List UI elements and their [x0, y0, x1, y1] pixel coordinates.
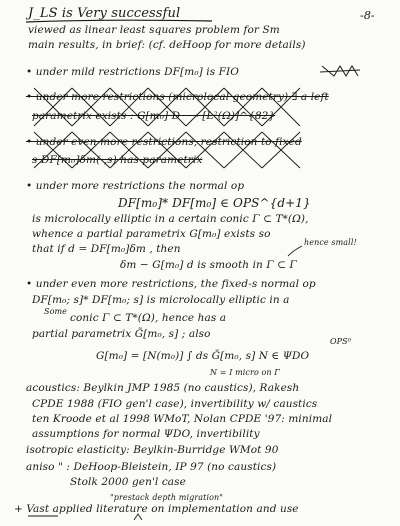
- text-line-27: "prestack depth migration": [110, 493, 224, 502]
- text-line-21: CPDE 1988 (FIO gen'l case), invertibility w/ caustics: [32, 398, 318, 410]
- text-line-7: s DF[m₀]δm(·,s) has parametrix: [32, 154, 203, 166]
- text-line-6: • under even more restrictions, restriction to fixed: [26, 136, 302, 148]
- text-line-19: N = I micro on Γ: [210, 368, 280, 377]
- text-line-18: G[m₀] = [N(m₀)] ∫ ds Ğ[m₀, s] N ∈ ΨDO: [96, 350, 310, 362]
- text-line-14: • under even more restrictions, the fixed-s normal op: [26, 278, 316, 290]
- annotation-ops0: OPS⁰: [330, 337, 352, 346]
- text-line-9: DF[m₀]* DF[m₀] ∈ OPS^{d+1}: [118, 196, 311, 210]
- text-line-11: whence a partial parametrix G[m₀] exists so: [32, 228, 271, 240]
- text-line-15: DF[m₀; s]* DF[m₀; s] is microlocally elliptic in a: [32, 294, 290, 306]
- page-number: -8-: [360, 9, 375, 22]
- text-line-25: aniso " : DeHoop-Bleistein, IP 97 (no caustics): [26, 461, 277, 473]
- text-line-26: Stolk 2000 gen'l case: [70, 476, 186, 488]
- text-line-16: conic Γ ⊂ T*(Ω), hence has a: [70, 312, 227, 324]
- text-line-28: + Vast applied literature on implementation and use: [14, 503, 299, 515]
- text-line-22: ten Kroode et al 1998 WMoT, Nolan CPDE '97: minimal: [32, 413, 333, 425]
- text-line-20: acoustics: Beylkin JMP 1985 (no caustics), Rakesh: [26, 382, 300, 394]
- text-line-3: • under mild restrictions DF[m₀] is FIO: [26, 66, 239, 78]
- text-line-13: δm − G[m₀] d is smooth in Γ ⊂ Γ: [120, 259, 297, 271]
- annotation-some: Some: [44, 307, 68, 316]
- text-line-12: that if d = DF[m₀]δm , then: [32, 243, 181, 255]
- text-line-8: • under more restrictions the normal op: [26, 180, 245, 192]
- text-line-17: partial parametrix G̃[m₀, s] ; also: [32, 328, 211, 340]
- text-line-2: main results, in brief: (cf. deHoop for more details): [28, 39, 306, 51]
- text-line-23: assumptions for normal ΨDO, invertibility: [32, 428, 260, 440]
- text-line-1: viewed as linear least squares problem for Sm: [28, 24, 280, 36]
- page-heading: J_LS is Very successful: [28, 6, 181, 21]
- text-line-4: • under more restrictions (microlocal geometry) ∃ a left: [26, 91, 329, 103]
- text-line-24: isotropic elasticity: Beylkin-Burridge WMot 90: [26, 444, 279, 456]
- text-line-10: is microlocally elliptic in a certain conic Γ ⊂ T*(Ω),: [32, 213, 309, 225]
- text-line-5: parametrix exists : G[m₀] D ⟶ [L²(Ω)]^{82}: [32, 110, 276, 122]
- annotation-hence-small: hence small!: [304, 238, 357, 247]
